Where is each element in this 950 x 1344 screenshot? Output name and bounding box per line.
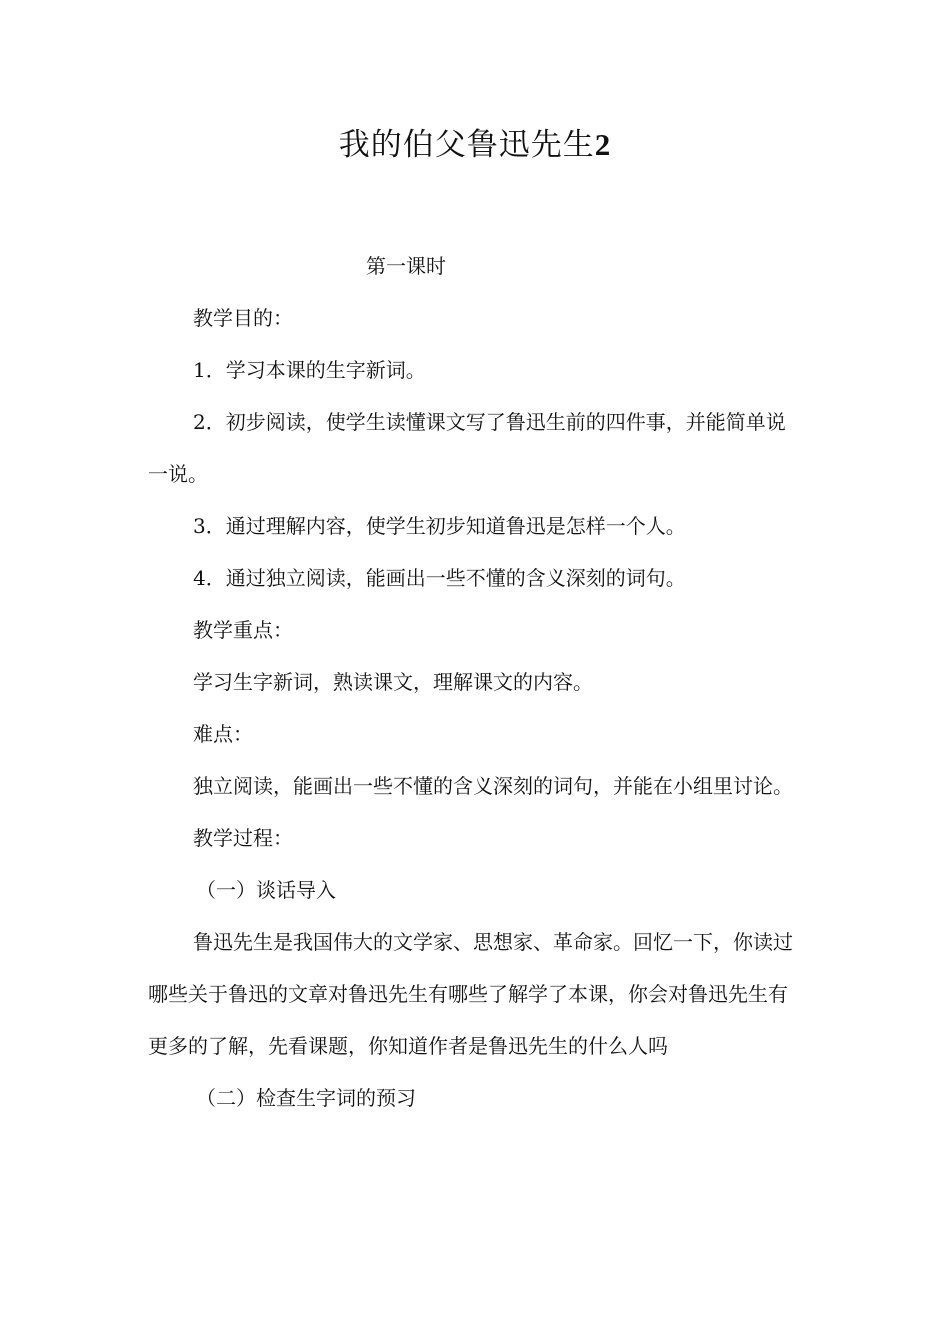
goal-item-1: 1．学习本课的生字新词。 (193, 358, 426, 382)
goal-item-3: 3．通过理解内容，使学生初步知道鲁迅是怎样一个人。 (193, 514, 686, 538)
document-title (0, 120, 950, 170)
goal-item-4: 4．通过独立阅读，能画出一些不懂的含义深刻的词句。 (193, 566, 686, 590)
title-number: 2 (594, 127, 612, 162)
section-2-heading: （二）检查生字词的预习 (196, 1086, 416, 1110)
heading-difficulties: 难点： (193, 722, 253, 746)
lesson-subtitle: 第一课时 (366, 254, 446, 278)
document-body (148, 240, 803, 1124)
title-main: 我的伯父鲁迅先生 (338, 127, 595, 163)
heading-teaching-process: 教学过程： (193, 826, 293, 850)
difficulties-text: 独立阅读，能画出一些不懂的含义深刻的词句，并能在小组里讨论。 (193, 774, 793, 798)
heading-teaching-goals: 教学目的： (193, 306, 293, 330)
heading-key-points: 教学重点： (193, 618, 293, 642)
section-1-text: 鲁迅先生是我国伟大的文学家、思想家、革命家。回忆一下，你读过哪些关于鲁迅的文章对鲁迅先生有哪些了解学了本课，你会对鲁迅先生有更多的了解，先看课题，你知道作者是鲁迅先生的什么人吗 (148, 930, 793, 1058)
goal-item-2: 2．初步阅读，使学生读懂课文写了鲁迅生前的四件事，并能简单说一说。 (148, 410, 786, 486)
section-1-heading: （一）谈话导入 (196, 878, 336, 902)
key-points-text: 学习生字新词，熟读课文，理解课文的内容。 (193, 670, 593, 694)
